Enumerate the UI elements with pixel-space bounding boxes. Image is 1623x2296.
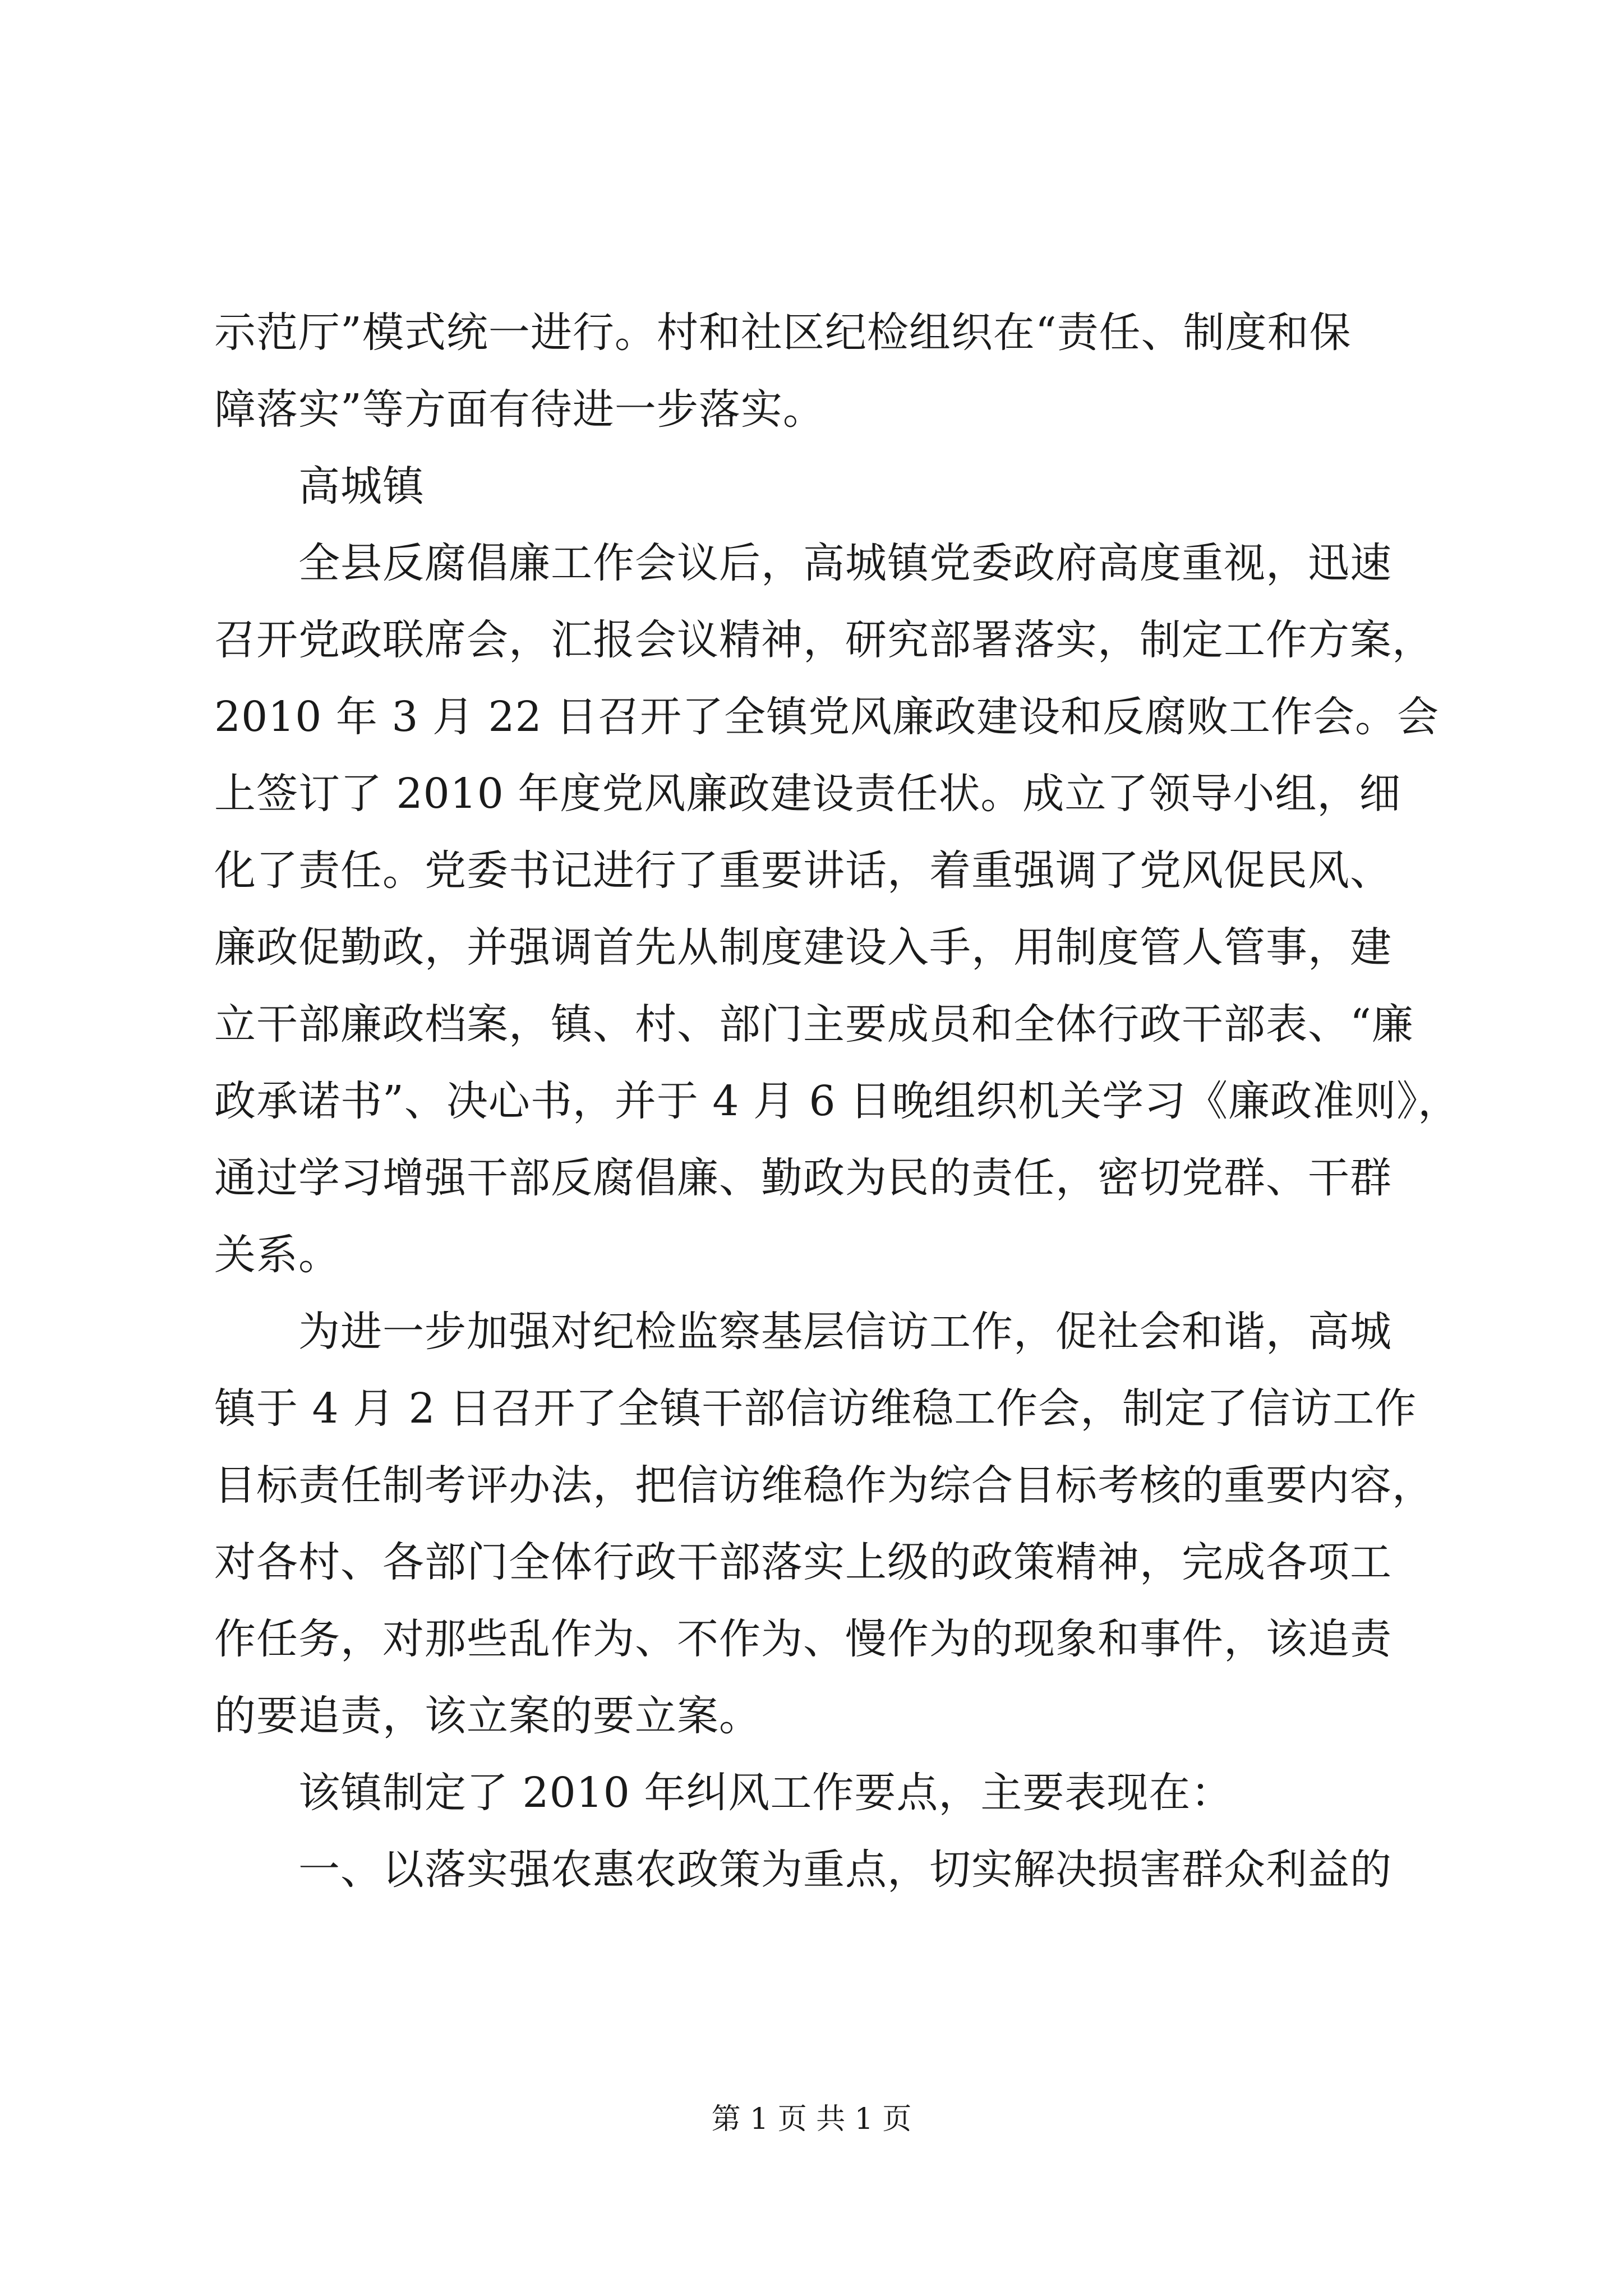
text-line: 立干部廉政档案，镇、村、部门主要成员和全体行政干部表、“廉 <box>214 1000 1414 1048</box>
text-line: 廉政促勤政，并强调首先从制度建设入手，用制度管人管事，建 <box>214 923 1392 972</box>
text-line: 镇于 4 月 2 日召开了全镇干部信访维稳工作会，制定了信访工作 <box>214 1384 1417 1433</box>
page-number-footer: 第 1 页 共 1 页 <box>711 2102 912 2136</box>
text-line: 对各村、各部门全体行政干部落实上级的政策精神，完成各项工 <box>214 1538 1392 1586</box>
document-body <box>214 295 1465 1908</box>
text-line: 障落实”等方面有待进一步落实。 <box>214 385 825 434</box>
text-line: 政承诺书”、决心书，并于 4 月 6 日晚组织机关学习《廉政准则》， <box>214 1077 1460 1125</box>
text-line: 通过学习增强干部反腐倡廉、勤政为民的责任，密切党群、干群 <box>214 1154 1392 1202</box>
text-line: 关系。 <box>214 1231 340 1279</box>
section-heading: 高城镇 <box>214 462 425 510</box>
text-line: 上签订了 2010 年度党风廉政建设责任状。成立了领导小组，细 <box>214 770 1401 818</box>
text-line: 目标责任制考评办法，把信访维稳作为综合目标考核的重要内容， <box>214 1461 1434 1510</box>
text-line: 一、以落实强农惠农政策为重点，切实解决损害群众利益的 <box>214 1846 1392 1894</box>
text-line: 2010 年 3 月 22 日召开了全镇党风廉政建设和反腐败工作会。会 <box>214 693 1440 741</box>
text-line: 示范厅”模式统一进行。村和社区纪检组织在“责任、制度和保 <box>214 309 1352 357</box>
text-line: 该镇制定了 2010 年纠风工作要点，主要表现在： <box>214 1769 1233 1817</box>
text-line: 的要追责，该立案的要立案。 <box>214 1692 761 1740</box>
text-line: 作任务，对那些乱作为、不作为、慢作为的现象和事件，该追责 <box>214 1615 1392 1663</box>
text-line: 召开党政联席会，汇报会议精神，研究部署落实，制定工作方案， <box>214 616 1434 664</box>
text-line: 化了责任。党委书记进行了重要讲话，着重强调了党风促民风、 <box>214 846 1392 895</box>
text-line: 全县反腐倡廉工作会议后，高城镇党委政府高度重视，迅速 <box>214 539 1392 587</box>
text-line: 为进一步加强对纪检监察基层信访工作，促社会和谐，高城 <box>214 1308 1392 1356</box>
